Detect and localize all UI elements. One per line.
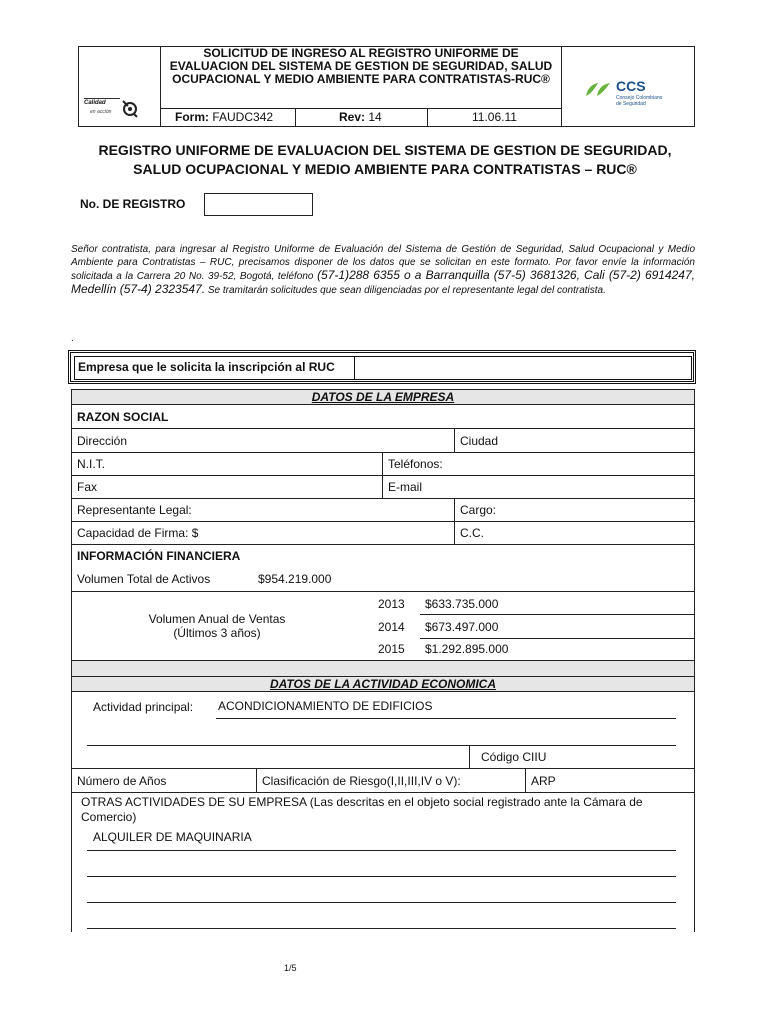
otras-actividades-value[interactable]: ALQUILER DE MAQUINARIA xyxy=(93,830,252,844)
ventas-year-2015: 2015 xyxy=(378,642,405,656)
info-financiera-title: INFORMACIÓN FINANCIERA xyxy=(77,549,241,563)
email-field[interactable]: E-mail xyxy=(388,480,423,494)
row-razon-social[interactable]: RAZON SOCIAL xyxy=(71,404,695,429)
activos-value[interactable]: $954.219.000 xyxy=(258,572,332,586)
actividad-principal-value[interactable]: ACONDICIONAMIENTO DE EDIFICIOS xyxy=(218,699,433,713)
header-divider-right xyxy=(561,46,562,127)
ccs-logo: CCS Consejo Colombiano de Seguridad xyxy=(584,72,684,112)
header-cell-divider-2 xyxy=(427,108,428,127)
ventas-year-2013: 2013 xyxy=(378,597,405,611)
direccion-field[interactable]: Dirección xyxy=(77,433,128,448)
gear-hand-icon xyxy=(120,98,140,120)
row-direccion xyxy=(71,428,695,453)
header-title: SOLICITUD DE INGRESO AL REGISTRO UNIFORME DE EVALUACION DEL SISTEMA DE GESTION DE SEGURIDAD, SALUD OCUPACIONAL Y MEDIO AMBIENTE PARA CONTRATISTAS-RUC® xyxy=(169,46,553,86)
page-number: 1/5 xyxy=(284,963,297,973)
ventas-value-2014[interactable]: $673.497.000 xyxy=(425,620,499,634)
ciudad-field[interactable]: Ciudad xyxy=(460,433,499,448)
ventas-value-2015[interactable]: $1.292.895.000 xyxy=(425,642,509,656)
section-header-actividad: DATOS DE LA ACTIVIDAD ECONOMICA xyxy=(71,676,695,692)
form-code: Form: FAUDC342 xyxy=(175,110,274,124)
registro-input[interactable] xyxy=(204,193,313,216)
empresa-solicita-label: Empresa que le solicita la inscripción al RUC xyxy=(78,360,335,374)
row-fax xyxy=(71,475,695,499)
riesgo-field[interactable]: Clasificación de Riesgo(I,II,III,IV o V): xyxy=(262,773,461,788)
main-title-line-1: REGISTRO UNIFORME DE EVALUACION DEL SISTEMA DE GESTION DE SEGURIDAD, xyxy=(98,142,672,158)
otras-actividades-label: OTRAS ACTIVIDADES DE SU EMPRESA (Las descritas en el objeto social registrado ante la Cámara de Comercio) xyxy=(81,795,643,824)
revision: Rev: 14 xyxy=(339,110,382,124)
row-capacidad xyxy=(71,521,695,545)
section-header-empresa: DATOS DE LA EMPRESA xyxy=(71,389,695,405)
ciiu-divider xyxy=(469,745,470,769)
codigo-ciiu-field[interactable]: Código CIIU xyxy=(481,750,547,764)
intro-dot: . xyxy=(71,333,74,344)
capacidad-field[interactable]: Capacidad de Firma: $ xyxy=(77,526,199,540)
registro-label: No. DE REGISTRO xyxy=(80,197,186,211)
cargo-field[interactable]: Cargo: xyxy=(460,503,497,517)
empresa-solicita-box xyxy=(68,350,696,384)
ventas-label-1: Volumen Anual de Ventas xyxy=(148,612,286,626)
fax-field[interactable]: Fax xyxy=(77,480,98,494)
row-actividad-principal xyxy=(71,691,695,768)
header-cell-divider-1 xyxy=(295,108,296,127)
header-divider-left xyxy=(160,46,161,127)
header-row-divider xyxy=(160,108,561,109)
cc-field[interactable]: C.C. xyxy=(460,526,484,540)
row-ventas xyxy=(71,591,695,661)
actividad-principal-label: Actividad principal: xyxy=(93,700,194,714)
row-nit xyxy=(71,452,695,476)
spacer-row xyxy=(71,660,695,677)
telefonos-field[interactable]: Teléfonos: xyxy=(388,457,443,471)
revision-date: 11.06.11 xyxy=(472,110,517,124)
row-representante xyxy=(71,498,695,522)
empresa-solicita-divider xyxy=(354,356,355,380)
activos-label: Volumen Total de Activos xyxy=(77,572,211,586)
ventas-year-2014: 2014 xyxy=(378,620,405,634)
arp-field[interactable]: ARP xyxy=(531,773,556,788)
main-title-line-2: SALUD OCUPACIONAL Y MEDIO AMBIENTE PARA CONTRATISTAS – RUC® xyxy=(133,161,637,177)
ventas-label-2: (Últimos 3 años) xyxy=(173,626,261,640)
intro-paragraph: Señor contratista, para ingresar al Registro Uniforme de Evaluación del Sistema de Gestión de Seguridad, Salud Ocupacional y Medio Ambiente para Contratistas – RUC, precisamos disponer de los datos que se solicitan en este formato. Por favor envíe la información solicitada a la Carrera 20 No. 39-52, Bogotá, teléfono (57-1)288 6355 o a Barranquilla (57-5) 3681326, Cali (57-2) 6914247, Medellín (57-4) 2323547. Se tramitarán solicitudes que sean diligenciadas por el representante legal del contratista. xyxy=(71,244,695,296)
row-info-financiera xyxy=(71,544,695,592)
ventas-value-2013[interactable]: $633.735.000 xyxy=(425,597,499,611)
empresa-solicita-input[interactable] xyxy=(356,357,690,379)
quality-logo: Calidad en acción xyxy=(82,96,142,123)
nit-field[interactable]: N.I.T. xyxy=(77,457,106,471)
representante-field[interactable]: Representante Legal: xyxy=(77,503,192,517)
row-anios-riesgo xyxy=(71,768,695,793)
numero-anios-field[interactable]: Número de Años xyxy=(77,773,167,788)
ccs-leaf-icon xyxy=(584,80,614,98)
otras-actividades-block xyxy=(71,792,695,932)
